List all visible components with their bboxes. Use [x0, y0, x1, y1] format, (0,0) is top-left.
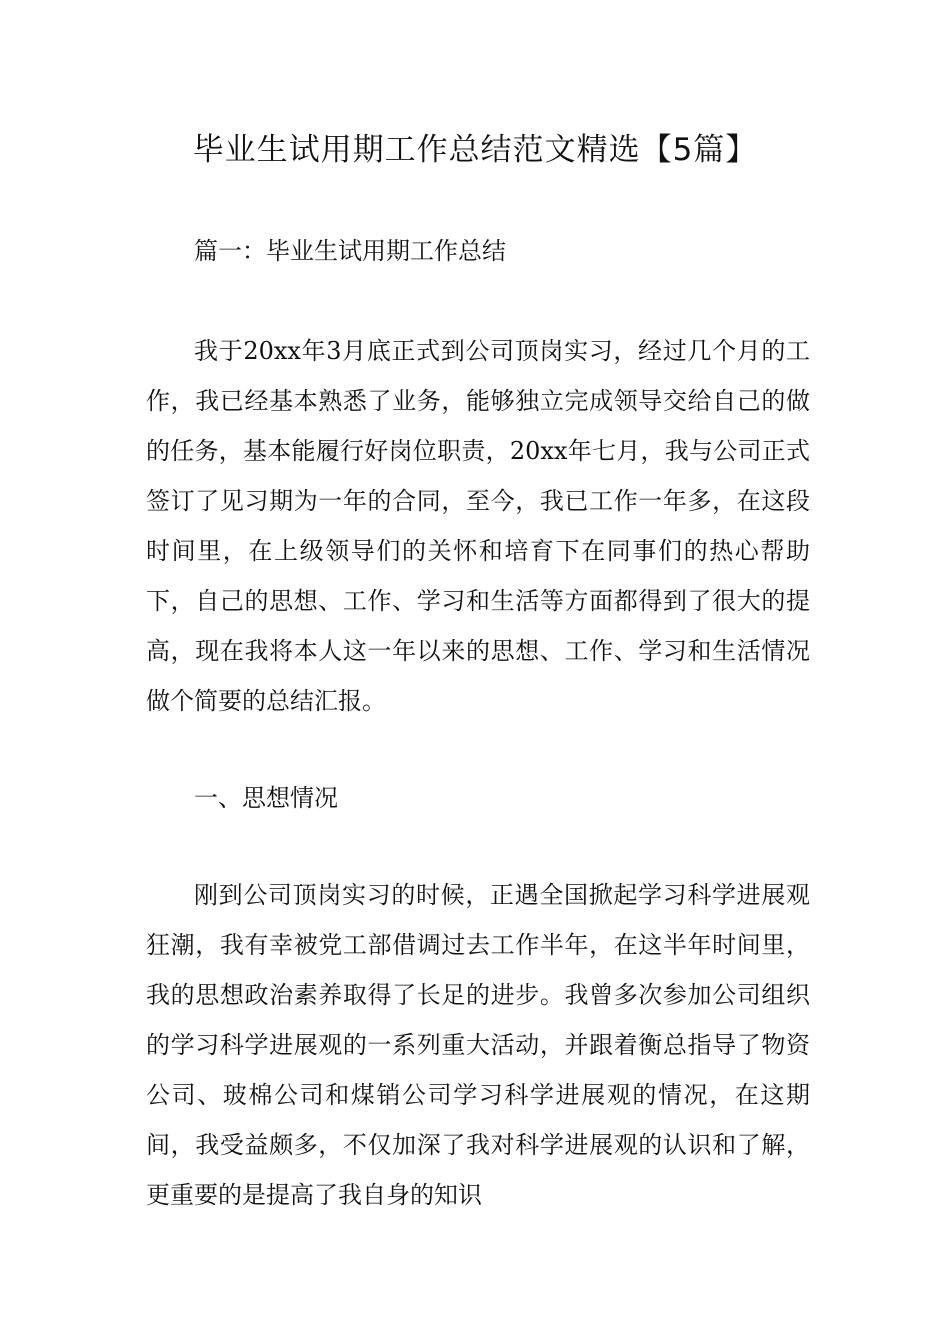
- section-heading-thought: 一、思想情况: [194, 784, 338, 812]
- document-title: 毕业生试用期工作总结范文精选【5篇】: [192, 132, 758, 168]
- body-paragraph-thought: 刚到公司顶岗实习的时候，正遇全国掀起学习科学进展观狂潮，我有幸被党工部借调过去工作半年，在这半年时间里，我的思想政治素养取得了长足的进步。我曾多次参加公司组织的学习科学进展观的一系列重大活动，并跟着衡总指导了物资公司、玻棉公司和煤销公司学习科学进展观的情况，在这期间，我受益颇多，不仅加深了我对科学进展观的认识和了解，更重要的是提高了我自身的知识: [146, 881, 810, 1209]
- article-subtitle: 篇一：毕业生试用期工作总结: [194, 237, 506, 265]
- body-paragraph-intro: 我于20xx年3月底正式到公司顶岗实习，经过几个月的工作，我已经基本熟悉了业务，能够独立完成领导交给自己的做的任务，基本能履行好岗位职责，20xx年七月，我与公司正式签订了见习期为一年的合同，至今，我已工作一年多，在这段时间里，在上级领导们的关怀和培育下在同事们的热心帮助下，自己的思想、工作、学习和生活等方面都得到了很大的提高，现在我将本人这一年以来的思想、工作、学习和生活情况做个简要的总结汇报。: [146, 337, 810, 715]
